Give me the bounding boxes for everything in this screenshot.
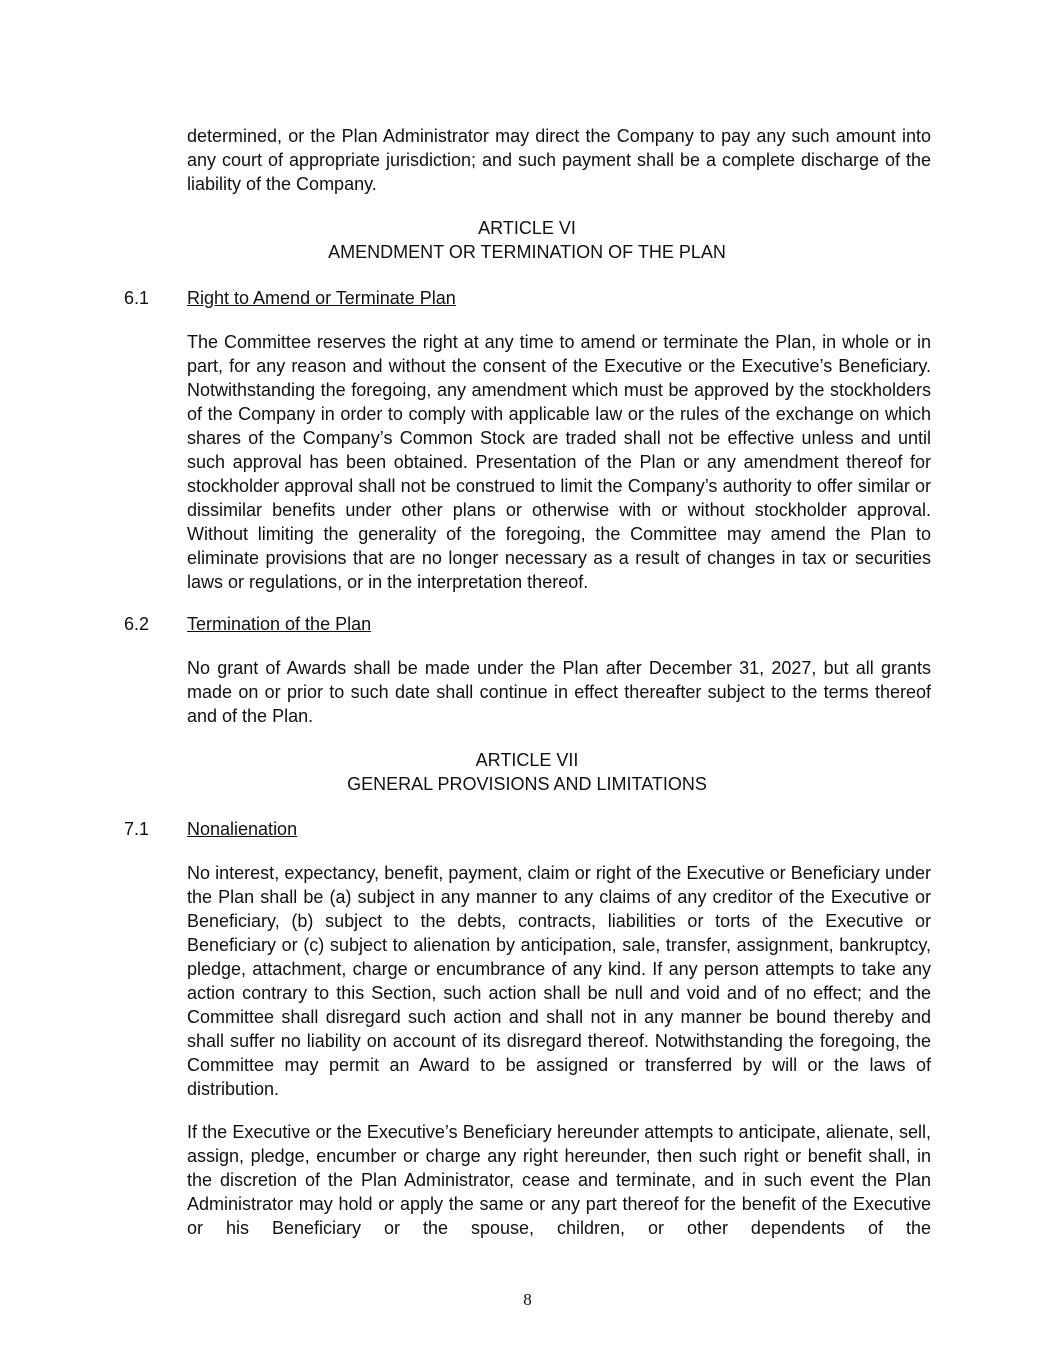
article-6-number: ARTICLE VI <box>478 218 576 238</box>
section-6-2-number: 6.2 <box>124 614 150 634</box>
article-7-title: GENERAL PROVISIONS AND LIMITATIONS <box>347 774 707 794</box>
section-7-1-number: 7.1 <box>124 819 150 839</box>
article-6-title: AMENDMENT OR TERMINATION OF THE PLAN <box>328 242 726 262</box>
section-6-1-title: Right to Amend or Terminate Plan <box>187 288 456 308</box>
section-6-2-title: Termination of the Plan <box>187 614 372 634</box>
article-7-number: ARTICLE VII <box>475 750 579 770</box>
section-7-1-body: No interest, expectancy, benefit, payment, claim or right of the Executive or Beneficiary under the Plan shall be (a) subject in any manner to any claims of any creditor of the Executive or Beneficiary, (b) subject to the debts, contracts, liabilities or torts of the Executive or Beneficiary or (c) subject to alienation by anticipation, sale, transfer, assignment, bankruptcy, pledge, attachment, charge or encumbrance of any kind. If any person attempts to take any action contrary to this Section, such action shall be null and void and of no effect; and the Committee shall disregard such action and shall not in any manner be bound thereby and shall suffer no liability on account of its disregard thereof. Notwithstanding the foregoing, the Committee may permit an Award to be assigned or transferred by will or the laws of distribution. <box>187 863 931 1099</box>
section-6-2-body: No grant of Awards shall be made under the Plan after December 31, 2027, but all grants made on or prior to such date shall continue in effect thereafter subject to the terms thereof and of the Plan. <box>187 658 931 726</box>
section-6-1-number: 6.1 <box>124 288 150 308</box>
page-number: 8 <box>523 1290 532 1309</box>
section-6-1-body: The Committee reserves the right at any time to amend or terminate the Plan, in whole or in part, for any reason and without the consent of the Executive or the Executive’s Beneficiary. Notwithstanding the foregoing, any amendment which must be approved by the stockholders of the Company in order to comply with applicable law or the rules of the exchange on which shares of the Company’s Common Stock are traded shall not be effective unless and until such approval has been obtained. Presentation of the Plan or any amendment thereof for stockholder approval shall not be construed to limit the Company’s authority to offer similar or dissimilar benefits under other plans or otherwise with or without stockholder approval. Without limiting the generality of the foregoing, the Committee may amend the Plan to eliminate provisions that are no longer necessary as a result of changes in tax or securities laws or regulations, or in the interpretation thereof. <box>187 332 931 592</box>
section-7-1-title: Nonalienation <box>187 819 298 839</box>
intro-paragraph: determined, or the Plan Administrator may direct the Company to pay any such amount into any court of appropriate jurisdiction; and such payment shall be a complete discharge of the liability of the Company. <box>187 126 931 194</box>
section-7-1-body-continued: If the Executive or the Executive’s Beneficiary hereunder attempts to anticipate, alienate, sell, assign, pledge, encumber or charge any right hereunder, then such right or benefit shall, in the discretion of the Plan Administrator, cease and terminate, and in such event the Plan Administrator may hold or apply the same or any part thereof for the benefit of the Executive or his Beneficiary or the spouse, children, or other dependents of the <box>187 1122 931 1238</box>
